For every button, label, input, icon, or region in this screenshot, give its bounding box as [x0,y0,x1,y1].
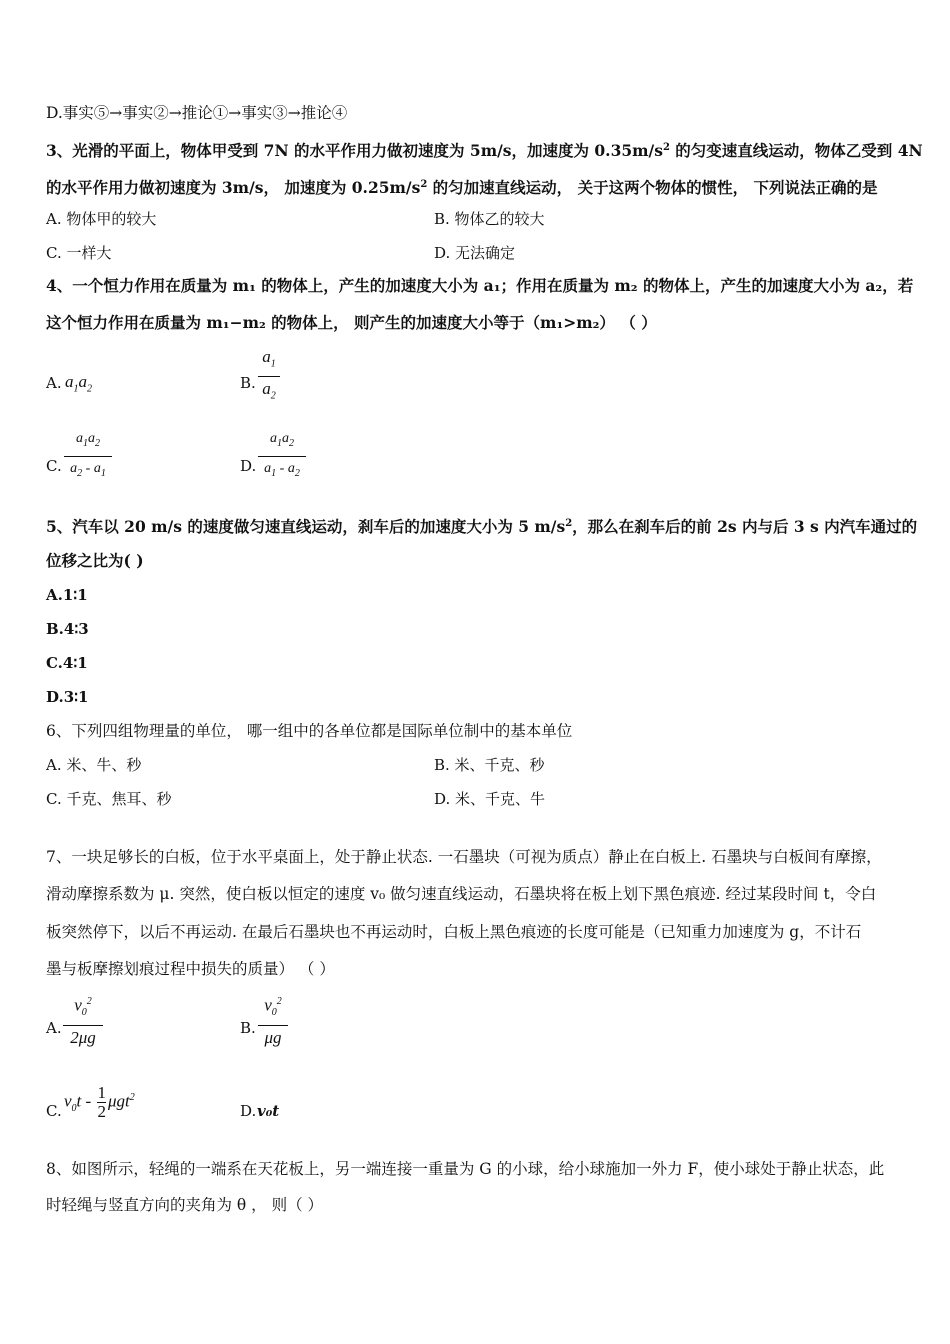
q5-option-d[interactable]: D.3∶1 [46,688,89,706]
q3-option-a[interactable]: A. 物体甲的较大 [46,210,157,228]
q3-option-b[interactable]: B. 物体乙的较大 [434,210,545,228]
q7-option-a-label[interactable]: A. [46,1019,62,1037]
q3-stem-line1: 3、光滑的平面上，物体甲受到 7N 的水平作用力做初速度为 5m/s，加速度为 $0.35m/s^2$ 的匀变速直线运动，物体乙受到 4N [46,141,923,161]
q7-option-b-label[interactable]: B. [240,1019,256,1037]
q5-stem-line1: 5、汽车以 20 m/s 的速度做匀速直线运动，刹车后的加速度大小为 5 $m/s^2$，那么在刹车后的前 2s 内与后 3 s 内汽车通过的 [46,517,918,537]
q6-option-c[interactable]: C. 千克、焦耳、秒 [46,790,172,808]
q3-option-c[interactable]: C. 一样大 [46,244,112,262]
q5-option-a[interactable]: A.1∶1 [46,586,88,604]
q4-option-c-fraction: $a_1a_2$ $a_2 - a_1$ [64,428,112,485]
q7-option-b-fraction: $v_0^2$ μg [258,991,288,1049]
q7-stem-line3: 板突然停下，以后不再运动. 在最后石墨块也不再运动时，白板上黑色痕迹的长度可能是（已知重力加速度为 g，不计石 [46,923,862,941]
q4-option-a-label[interactable]: A. [46,374,62,392]
q4-option-b-label[interactable]: B. [240,374,256,392]
q4-option-b-fraction: $a_1$ $a_2$ [258,346,280,408]
q5-option-c[interactable]: C.4∶1 [46,654,88,672]
q4-option-a-formula: $a_1a_2$ [65,372,92,395]
q4-stem-line1: 4、一个恒力作用在质量为 m₁ 的物体上，产生的加速度大小为 a₁；作用在质量为 m₂ 的物体上，产生的加速度大小为 a₂，若 [46,276,914,295]
q7-stem-line1: 7、一块足够长的白板，位于水平桌面上，处于静止状态. 一石墨块（可视为质点）静止在白板上. 石墨块与白板间有摩擦， [46,848,882,866]
q7-option-a-fraction: $v_0^2$ 2μg [63,991,103,1049]
q6-option-a[interactable]: A. 米、牛、秒 [46,756,142,774]
q5-stem-line2: 位移之比为( ) [46,551,144,570]
q2-option-d: D.事实⑤→事实②→推论①→事实③→推论④ [46,104,348,122]
q4-option-d-fraction: $a_1a_2$ $a_1 - a_2$ [258,428,306,485]
q7-option-c-label[interactable]: C. [46,1102,62,1120]
q4-option-c-label[interactable]: C. [46,457,62,475]
q3-stem-line2: 的水平作用力做初速度为 3m/s， 加速度为 $0.25m/s^2$ 的匀加速直线运动， 关于这两个物体的惯性， 下列说法正确的是 [46,178,878,198]
q7-option-d-label[interactable]: D. [240,1102,257,1120]
q6-stem: 6、下列四组物理量的单位， 哪一组中的各单位都是国际单位制中的基本单位 [46,722,573,740]
q6-option-b[interactable]: B. 米、千克、秒 [434,756,545,774]
q6-option-d[interactable]: D. 米、千克、牛 [434,790,546,808]
q8-stem-line1: 8、如图所示，轻绳的一端系在天花板上，另一端连接一重量为 G 的小球，给小球施加一外力 F，使小球处于静止状态，此 [46,1160,885,1178]
q4-stem-line2: 这个恒力作用在质量为 m₁−m₂ 的物体上， 则产生的加速度大小等于（m₁>m₂） （ ） [46,313,657,332]
q7-stem-line4: 墨与板摩擦划痕过程中损失的质量） （ ） [46,960,335,978]
q7-option-d-formula: v₀t [257,1102,280,1120]
q4-option-d-label[interactable]: D. [240,457,257,475]
q5-option-b[interactable]: B.4∶3 [46,620,89,638]
q7-stem-line2: 滑动摩擦系数为 μ. 突然，使白板以恒定的速度 v₀ 做匀速直线运动，石墨块将在板上划下黑色痕迹. 经过某段时间 t，令白 [46,885,877,903]
q7-option-c-formula: $v_0t$ - $\frac{1}{2}$ μgt$^2$ [64,1083,135,1121]
q8-stem-line2: 时轻绳与竖直方向的夹角为 θ ， 则（ ） [46,1196,324,1214]
q3-option-d[interactable]: D. 无法确定 [434,244,516,262]
